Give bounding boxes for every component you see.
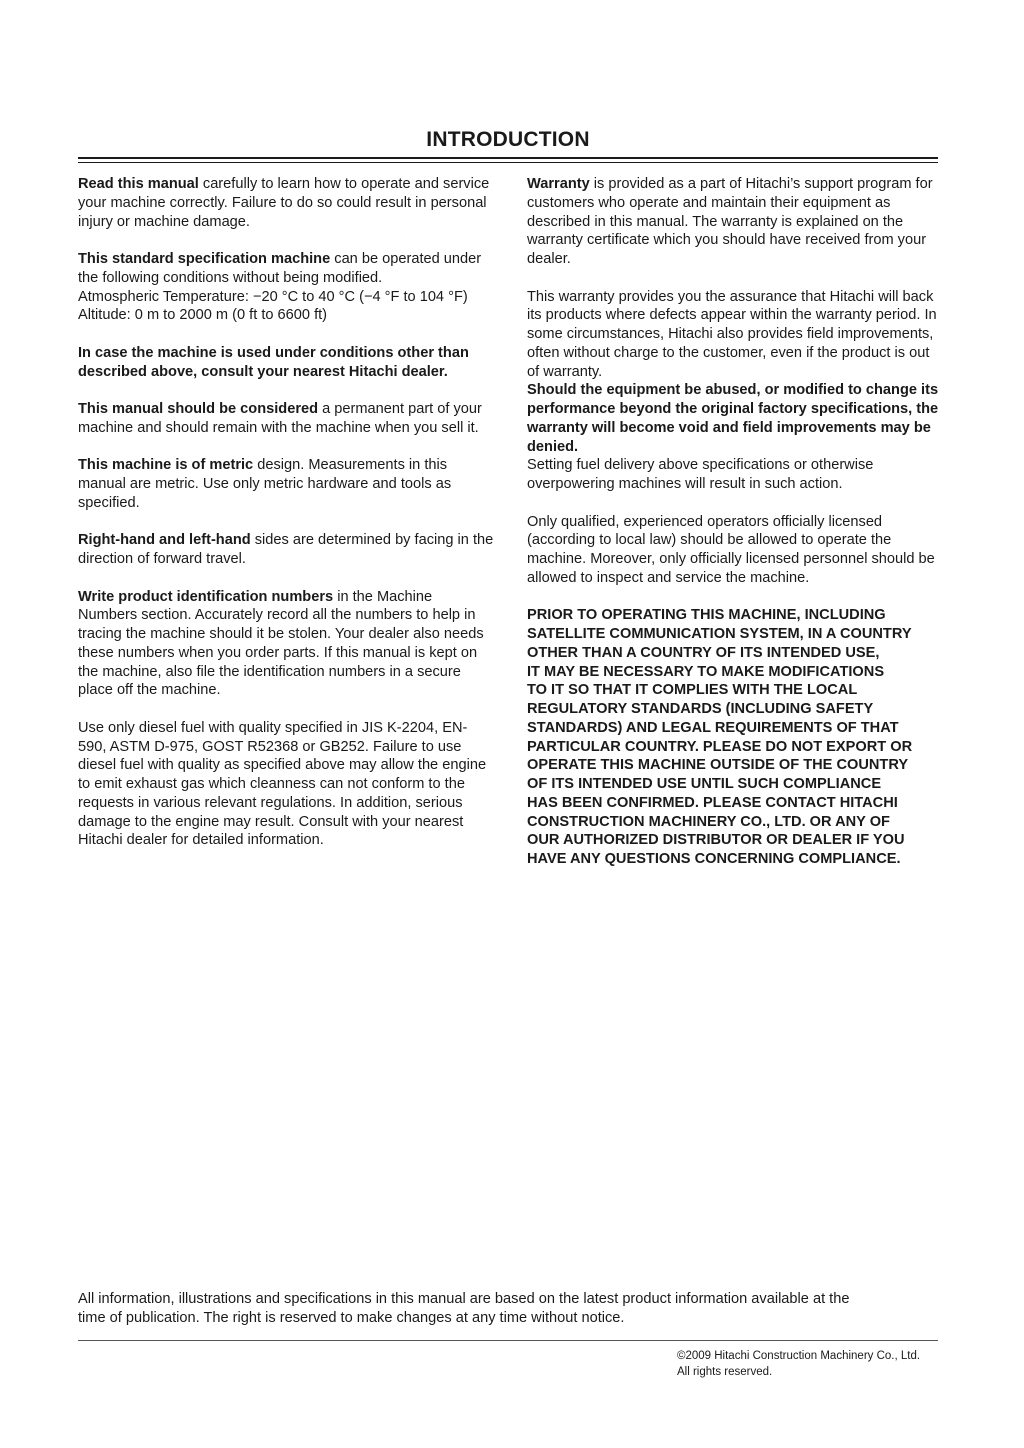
- read-manual-paragraph: [78, 175, 494, 231]
- warranty-void-warning: Should the equipment be abused, or modified to change its performance beyond the original factory specifications, the warranty will become void and field improvements may be denied.: [527, 382, 939, 455]
- compliance-line: REGULATORY STANDARDS (INCLUDING SAFETY: [527, 701, 874, 717]
- paragraph-body: design. Measurements in this manual are metric. Use only metric hardware and tools as specified.: [78, 457, 452, 511]
- compliance-line: PRIOR TO OPERATING THIS MACHINE, INCLUDING: [527, 607, 886, 624]
- warranty-assurance: This warranty provides you the assurance that Hitachi will back its products where defects appear within the warranty period. In some circumstances, Hitachi also provides field improvements, often without charge to the customer, even if the product is out of warranty.: [527, 288, 937, 380]
- paragraph-body: carefully to learn how to operate and service your machine correctly. Failure to do so could result in personal injury or machine damage.: [78, 176, 490, 230]
- paragraph-body: a permanent part of your machine and should remain with the machine when you sell it.: [78, 401, 482, 436]
- paragraph-body: can be operated under the following conditions without being modified.: [78, 251, 482, 286]
- licensed-operators-paragraph: Only qualified, experienced operators officially licensed (according to local law) should be allowed to operate the machine. Moreover, only officially licensed personnel should be allowed to inspect and service the machine.: [527, 513, 935, 586]
- rights-reserved-line: All rights reserved.: [677, 1365, 773, 1378]
- paragraph-body: in the Machine Numbers section. Accurately record all the numbers to help in tracing the machine should it be stolen. Your dealer also needs these numbers when you order parts. If this manual is kept on the machine, also file the identification numbers in a secure place off the machine.: [78, 588, 484, 699]
- compliance-line: TO IT SO THAT IT COMPLIES WITH THE LOCAL: [527, 682, 858, 699]
- left-column: [78, 175, 494, 869]
- handedness-paragraph: [78, 531, 494, 569]
- temperature-range: Atmospheric Temperature: −20 °C to 40 °C (−4 °F to 104 °F): [78, 288, 468, 305]
- compliance-line: HAVE ANY QUESTIONS CONCERNING COMPLIANCE.: [527, 851, 901, 867]
- right-column: [527, 175, 941, 888]
- disclaimer-line: All information, illustrations and specifications in this manual are based on the latest product information available at the: [78, 1291, 850, 1307]
- paragraph-lead: Read this manual: [78, 176, 199, 192]
- compliance-line: CONSTRUCTION MACHINERY CO., LTD. OR ANY OF: [527, 813, 890, 830]
- copyright-line: ©2009 Hitachi Construction Machinery Co., Ltd.: [677, 1350, 921, 1362]
- title-rule-thick: [78, 157, 938, 159]
- compliance-line: STANDARDS) AND LEGAL REQUIREMENTS OF THAT: [527, 719, 899, 736]
- paragraph-lead: This machine is of metric: [78, 457, 254, 474]
- information-disclaimer: [78, 1290, 948, 1328]
- paragraph-lead: Warranty: [527, 176, 590, 192]
- permanent-part-paragraph: [78, 400, 494, 438]
- disclaimer-line: time of publication. The right is reserved to make changes at any time without notice.: [78, 1309, 625, 1326]
- paragraph-lead: Right-hand and left-hand: [78, 532, 251, 549]
- standard-spec-paragraph: [78, 250, 494, 288]
- fuel-delivery-note: Setting fuel delivery above specifications or otherwise overpowering machines will result in such action.: [527, 457, 874, 492]
- metric-design-paragraph: [78, 456, 494, 512]
- paragraph-lead: This manual should be considered: [78, 401, 319, 417]
- compliance-line: OF ITS INTENDED USE UNTIL SUCH COMPLIANCE: [527, 776, 882, 792]
- compliance-line: IT MAY BE NECESSARY TO MAKE MODIFICATIONS: [527, 663, 885, 680]
- paragraph-lead: Write product identification numbers: [78, 588, 334, 605]
- compliance-line: OTHER THAN A COUNTRY OF ITS INTENDED USE,: [527, 644, 880, 661]
- identification-numbers-paragraph: [78, 588, 494, 701]
- page-title: INTRODUCTION: [426, 128, 590, 151]
- copyright-notice: [677, 1349, 947, 1380]
- diesel-fuel-paragraph: Use only diesel fuel with quality specified in JIS K-2204, EN-590, ASTM D-975, GOST R52368 or GB252. Failure to use diesel fuel with quality as specified above may allow the engine to emit exhaust gas which cleanness can not conform to the requests in various relevant regulations. In addition, serious damage to the engine may result. Consult with your nearest Hitachi dealer for detailed information.: [78, 719, 487, 849]
- compliance-line: OPERATE THIS MACHINE OUTSIDE OF THE COUNTRY: [527, 757, 909, 774]
- compliance-line: PARTICULAR COUNTRY. PLEASE DO NOT EXPORT OR: [527, 738, 913, 755]
- compliance-line: HAS BEEN CONFIRMED. PLEASE CONTACT HITACHI: [527, 794, 898, 811]
- title-rule-thin: [78, 162, 938, 163]
- consult-dealer-warning: In case the machine is used under conditions other than described above, consult your nearest Hitachi dealer.: [78, 344, 469, 380]
- operating-conditions: [78, 288, 494, 326]
- paragraph-body: is provided as a part of Hitachi’s support program for customers who operate and maintain their equipment as described in this manual. The warranty is explained on the warranty certificate which you should have received from your dealer.: [527, 176, 933, 267]
- compliance-line: SATELLITE COMMUNICATION SYSTEM, IN A COUNTRY: [527, 626, 912, 642]
- compliance-notice: [527, 606, 941, 869]
- paragraph-body: sides are determined by facing in the direction of forward travel.: [78, 532, 494, 567]
- altitude-range: Altitude: 0 m to 2000 m (0 ft to 6600 ft): [78, 307, 328, 324]
- warranty-paragraph: [527, 175, 941, 269]
- footer-rule: [78, 1340, 938, 1341]
- paragraph-lead: This standard specification machine: [78, 251, 331, 267]
- compliance-line: OUR AUTHORIZED DISTRIBUTOR OR DEALER IF YOU: [527, 832, 905, 849]
